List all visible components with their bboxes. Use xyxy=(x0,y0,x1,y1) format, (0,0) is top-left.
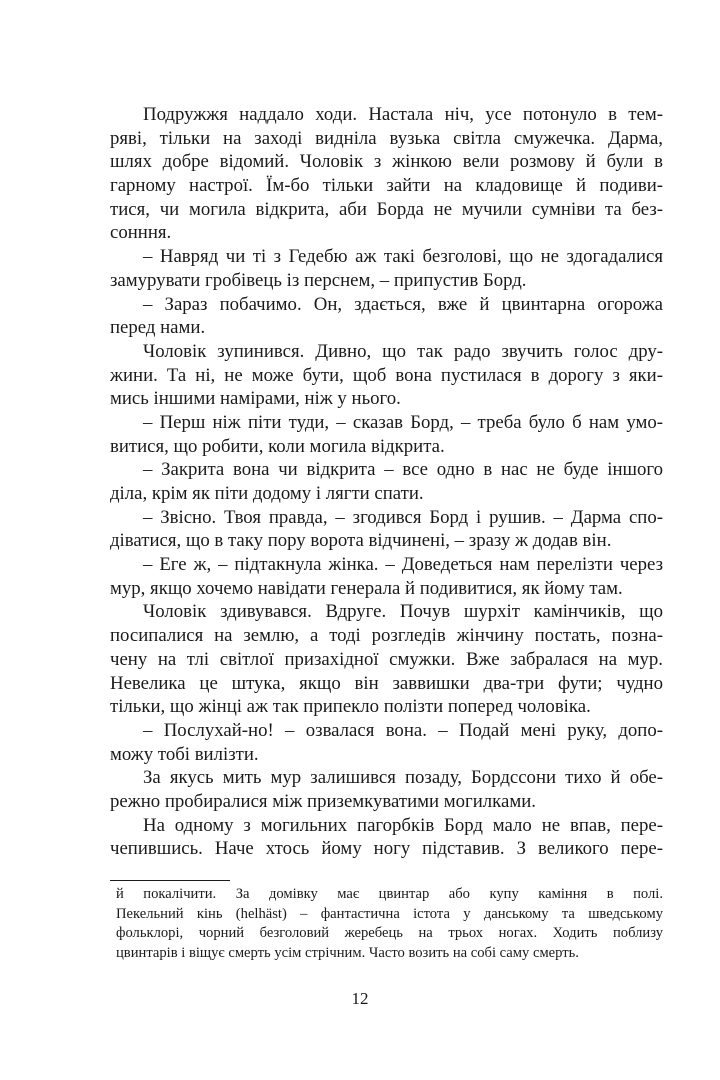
footnote-line: фольклорі, чорний безголовий жеребець на трьох ногах. Ходить поблизу xyxy=(116,925,663,941)
footnote-line: Пекельний кінь (helhäst) – фантастична істота у данському та шведському xyxy=(116,905,663,922)
text-line: – Еге ж, – підтакнула жінка. – Доведеться нам перелізти через xyxy=(143,554,663,576)
text-line: – Послухай-но! – озвалася вона. – Подай мені руку, допо- xyxy=(143,719,663,741)
text-line: діватися, що в таку пору ворота відчинені, – зразу ж додав він. xyxy=(110,530,612,552)
text-line: мись іншими намірами, ніж у нього. xyxy=(110,388,401,410)
text-line: За якусь мить мур залишився позаду, Бордссони тихо й обе- xyxy=(143,767,663,789)
text-line: тися, чи могила відкрита, аби Борда не мучили сумніви та без- xyxy=(110,198,663,220)
text-line: ряві, тільки на заході видніла вузька світла смужечка. Дарма, xyxy=(110,127,663,149)
text-line: чепившись. Наче хтось йому ногу підставив. З великого пере- xyxy=(110,838,663,860)
footnote-line: й покалічити. За домівку має цвинтар або купу каміння в полі. xyxy=(116,886,663,902)
text-line: витися, що робити, коли могила відкрита. xyxy=(110,435,445,457)
text-line: гарному настрої. Їм-бо тільки зайти на кладовище й подиви- xyxy=(110,175,663,197)
text-line: тільки, що жінці аж так припекло полізти поперед чоловіка. xyxy=(110,696,591,718)
footnote-block xyxy=(116,885,663,963)
text-line: Невелика це штука, якщо він заввишки два-три фути; чудно xyxy=(110,672,663,694)
text-line: – Закрита вона чи відкрита – все одно в нас не буде іншого xyxy=(143,459,663,481)
text-line: посипалися на землю, а тоді розгледів жінчину постать, позна- xyxy=(110,625,663,647)
text-line: жини. Та ні, не може бути, щоб вона пустилася в дорогу з яки- xyxy=(110,364,663,386)
text-line: Чоловік здивувався. Вдруге. Почув шурхіт камінчиків, що xyxy=(143,601,663,623)
text-line: – Зараз побачимо. Он, здається, вже й цвинтарна огорожа xyxy=(143,293,663,315)
text-line: чену на тлі світлої призахідної смужки. Вже забралася на мур. xyxy=(110,648,663,670)
text-line: сонння. xyxy=(110,222,172,244)
text-line: режно пробиралися між приземкуватими могилками. xyxy=(110,790,536,812)
footnote-divider xyxy=(110,880,230,881)
text-line: Подружжя наддало ходи. Настала ніч, усе потонуло в тем- xyxy=(143,104,663,125)
page-number: 12 xyxy=(351,989,369,1008)
text-line: можу тобі вилізти. xyxy=(110,743,259,765)
text-line: – Перш ніж піти туди, – сказав Борд, – треба було б нам умо- xyxy=(143,411,663,433)
text-line: мур, якщо хочемо навідати генерала й подивитися, як йому там. xyxy=(110,577,623,599)
text-line: – Навряд чи ті з Гедебю аж такі безголові, що не здогадалися xyxy=(143,246,663,268)
text-line: діла, крім як піти додому і лягти спати. xyxy=(110,483,424,504)
text-line: – Звісно. Твоя правда, – згодився Борд і рушив. – Дарма спо- xyxy=(143,506,663,528)
footnote-line: цвинтарів і віщує смерть усім стрічним. Часто возить на собі саму смерть. xyxy=(116,944,579,961)
text-line: перед нами. xyxy=(110,317,206,339)
text-line: На одному з могильних пагорбків Борд мало не впав, пере- xyxy=(143,814,663,836)
text-line: шлях добре відомий. Чоловік з жінкою вели розмову й були в xyxy=(110,151,663,173)
main-text xyxy=(110,103,663,861)
text-line: Чоловік зупинився. Дивно, що так радо звучить голос дру- xyxy=(143,340,663,362)
text-line: замурувати гробівець із перснем, – припустив Борд. xyxy=(110,269,527,291)
